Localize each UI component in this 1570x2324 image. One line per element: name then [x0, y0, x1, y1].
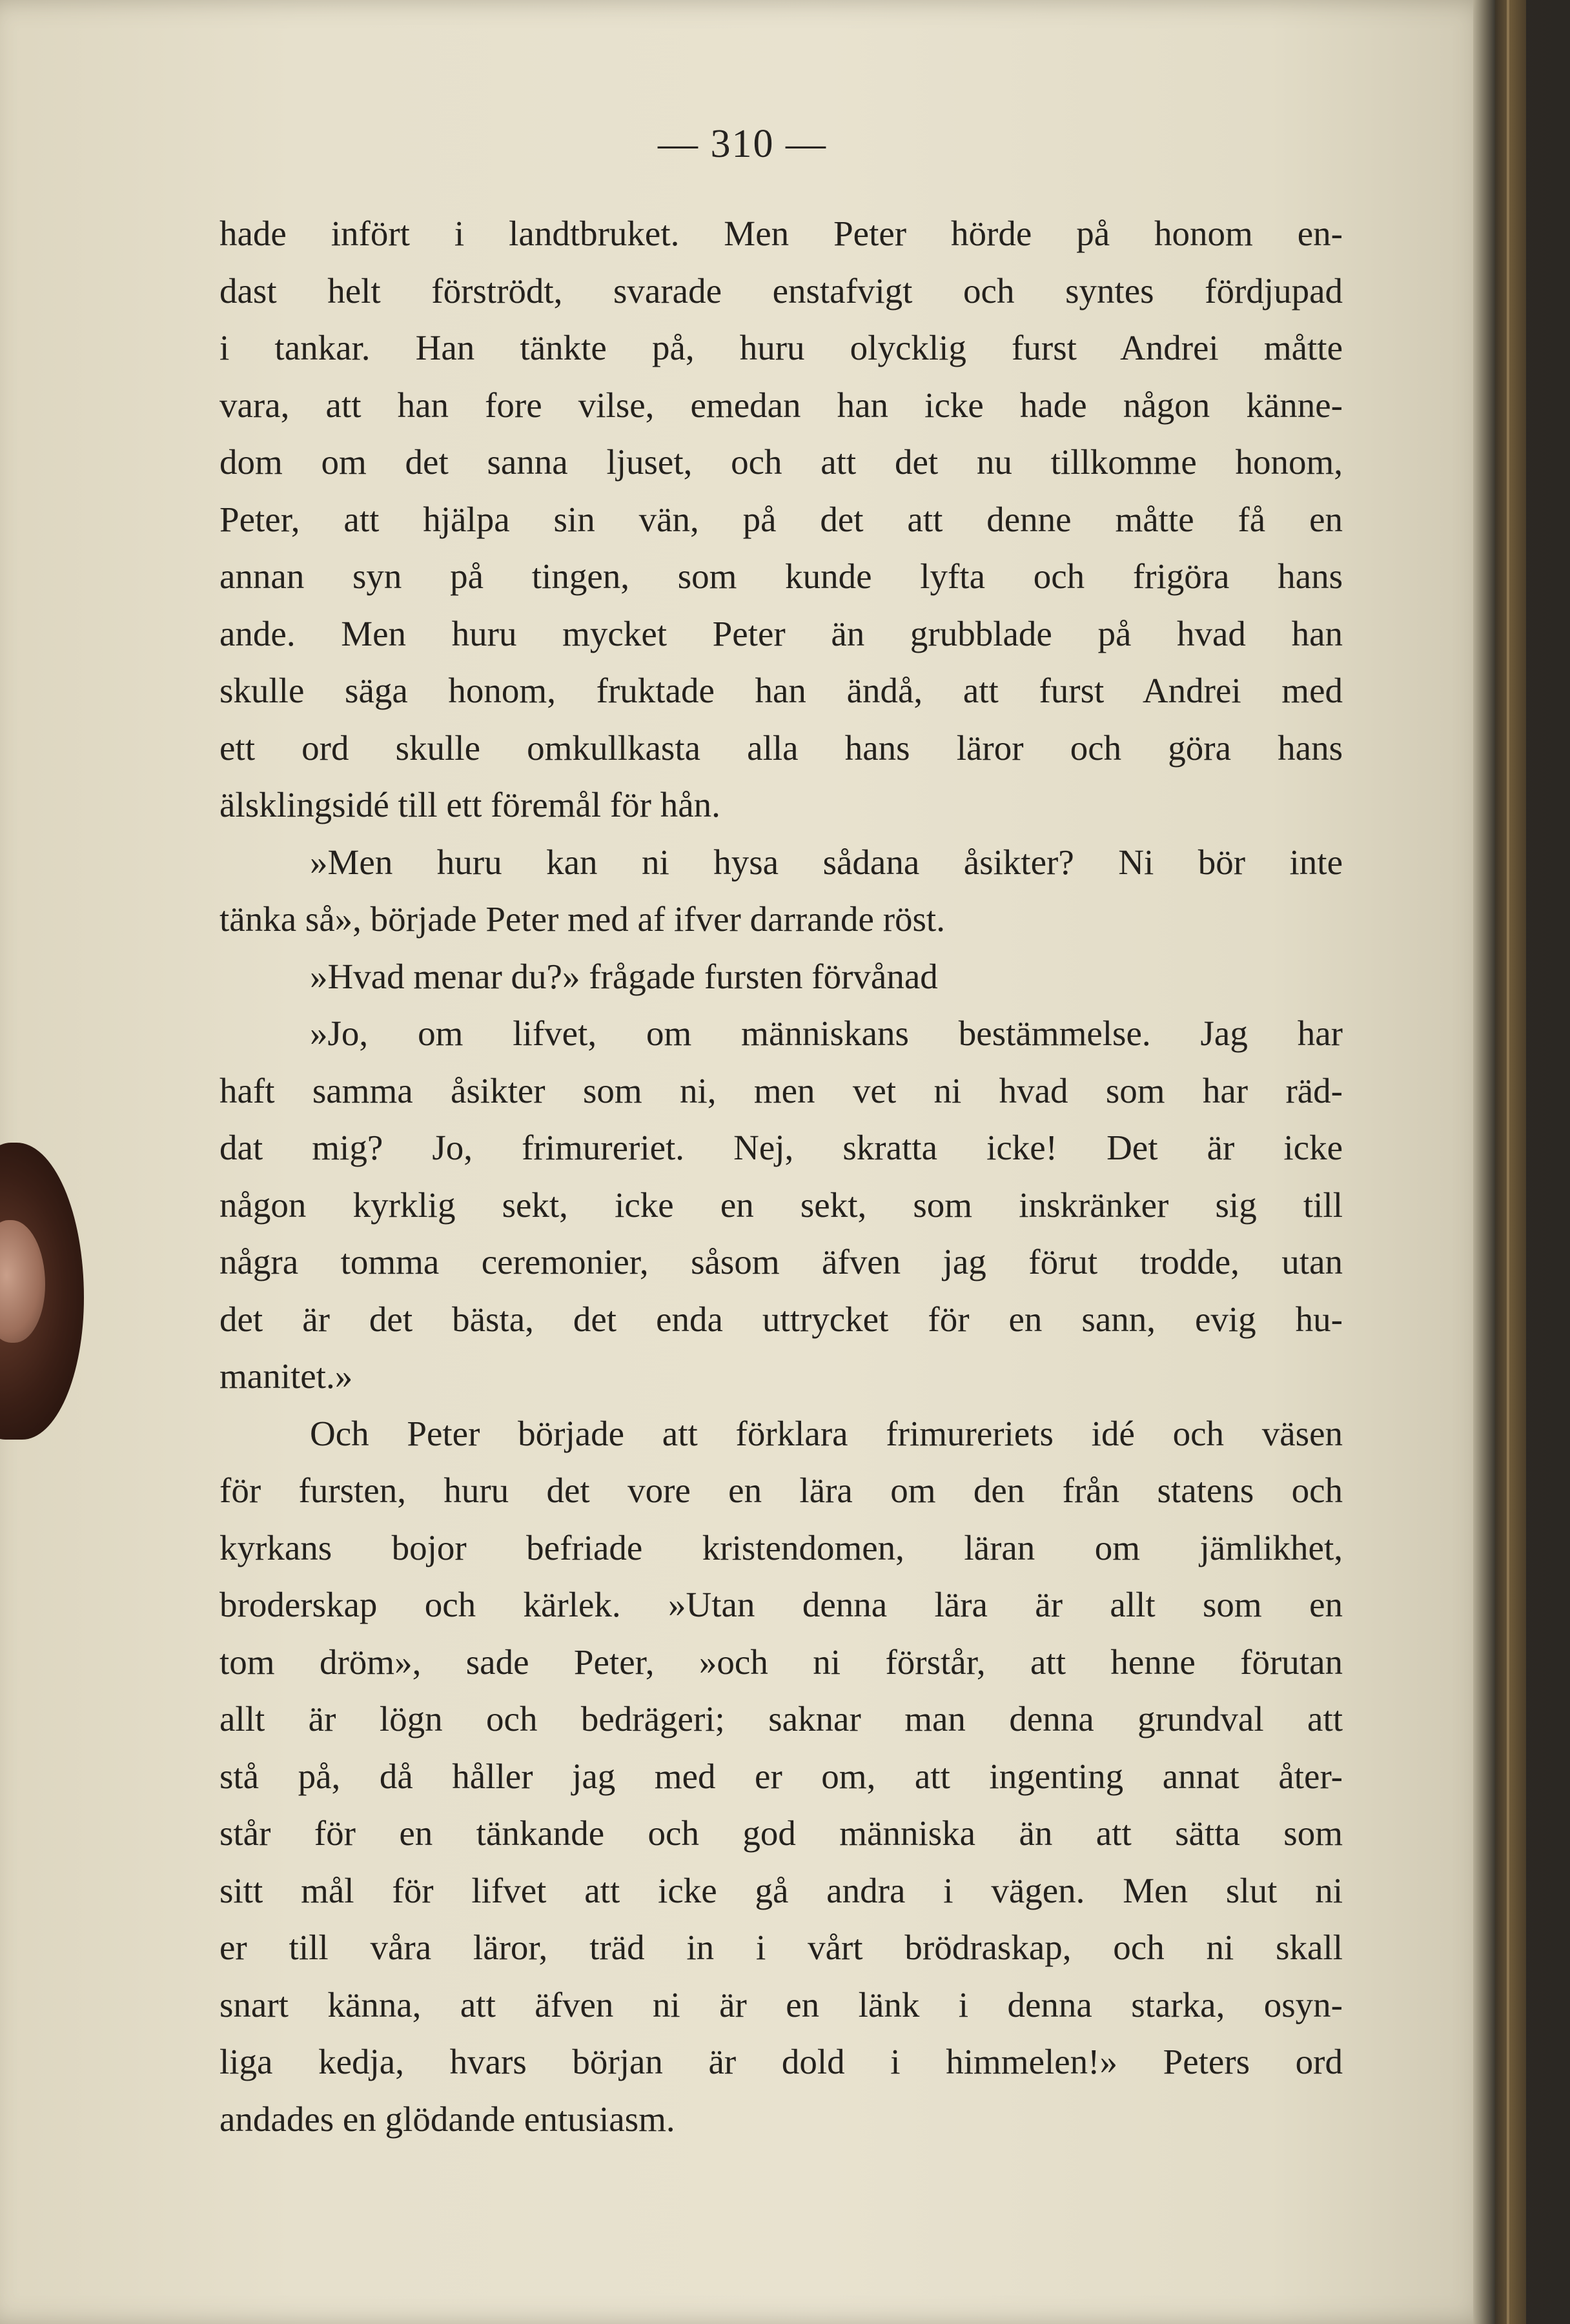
- text-line: sitt mål för lifvet att icke gå andra i vägen. Men slut ni: [219, 1870, 1343, 1910]
- text-line: haft samma åsikter som ni, men vet ni hvad som har räd-: [219, 1070, 1343, 1110]
- text-line: »Men huru kan ni hysa sådana åsikter? Ni bör inte: [310, 842, 1343, 882]
- text-line: »Hvad menar du?» frågade fursten förvånad: [310, 956, 938, 996]
- text-line: det är det bästa, det enda uttrycket för en sann, evig hu-: [219, 1299, 1343, 1339]
- text-line: er till våra läror, träd in i vårt brödraskap, och ni skall: [219, 1928, 1343, 1967]
- text-line: i tankar. Han tänkte på, huru olycklig furst Andrei måtte: [219, 328, 1343, 367]
- text-line: »Jo, om lifvet, om människans bestämmelse. Jag har: [310, 1014, 1343, 1053]
- text-line: tom dröm», sade Peter, »och ni förstår, att henne förutan: [219, 1642, 1343, 1682]
- text-line: Och Peter började att förklara frimureriets idé och väsen: [310, 1413, 1343, 1453]
- text-line: liga kedja, hvars början är dold i himmelen!» Peters ord: [219, 2042, 1343, 2081]
- text-line: för fursten, huru det vore en lära om den från statens och: [219, 1471, 1343, 1510]
- text-line: broderskap och kärlek. »Utan denna lära är allt som en: [219, 1585, 1343, 1624]
- page-number: — 310 —: [658, 122, 827, 166]
- text-line: dat mig? Jo, frimureriet. Nej, skratta icke! Det är icke: [219, 1128, 1343, 1167]
- text-line: någon kyrklig sekt, icke en sekt, som inskränker sig till: [219, 1185, 1343, 1225]
- text-line: skulle säga honom, fruktade han ändå, att furst Andrei med: [219, 671, 1343, 710]
- text-line: Peter, att hjälpa sin vän, på det att denne måtte få en: [219, 499, 1343, 539]
- text-line: dast helt förströdt, svarade enstafvigt och syntes fördjupad: [219, 270, 1343, 311]
- next-page-edge: [1495, 0, 1526, 2324]
- text-line: några tomma ceremonier, såsom äfven jag förut trodde, utan: [219, 1242, 1343, 1281]
- text-line: manitet.»: [219, 1356, 353, 1396]
- text-line: hade infört i landtbruket. Men Peter hörde på honom en-: [219, 214, 1343, 253]
- text-line: står för en tänkande och god människa än att sätta som: [219, 1813, 1343, 1853]
- text-line: allt är lögn och bedrägeri; saknar man denna grundval att: [219, 1699, 1343, 1738]
- text-line: dom om det sanna ljuset, och att det nu tillkomme honom,: [219, 442, 1343, 482]
- page-gutter: [1473, 0, 1495, 2324]
- text-line: annan syn på tingen, som kunde lyfta och frigöra hans: [219, 556, 1343, 596]
- text-line: stå på, då håller jag med er om, att ingenting annat åter-: [219, 1756, 1343, 1796]
- text-line: älsklingsidé till ett föremål för hån.: [219, 785, 720, 824]
- text-line: tänka så», började Peter med af ifver darrande röst.: [219, 899, 945, 939]
- text-line: andades en glödande entusiasm.: [219, 2099, 675, 2139]
- text-line: snart känna, att äfven ni är en länk i denna starka, osyn-: [219, 1984, 1343, 2024]
- text-line: ett ord skulle omkullkasta alla hans läror och göra hans: [219, 728, 1343, 768]
- text-line: ande. Men huru mycket Peter än grubblade på hvad han: [219, 613, 1343, 653]
- text-line: kyrkans bojor befriade kristendomen, läran om jämlikhet,: [219, 1527, 1343, 1567]
- text-line: vara, att han fore vilse, emedan han icke hade någon känne-: [219, 385, 1343, 425]
- body-text: [219, 205, 1343, 2148]
